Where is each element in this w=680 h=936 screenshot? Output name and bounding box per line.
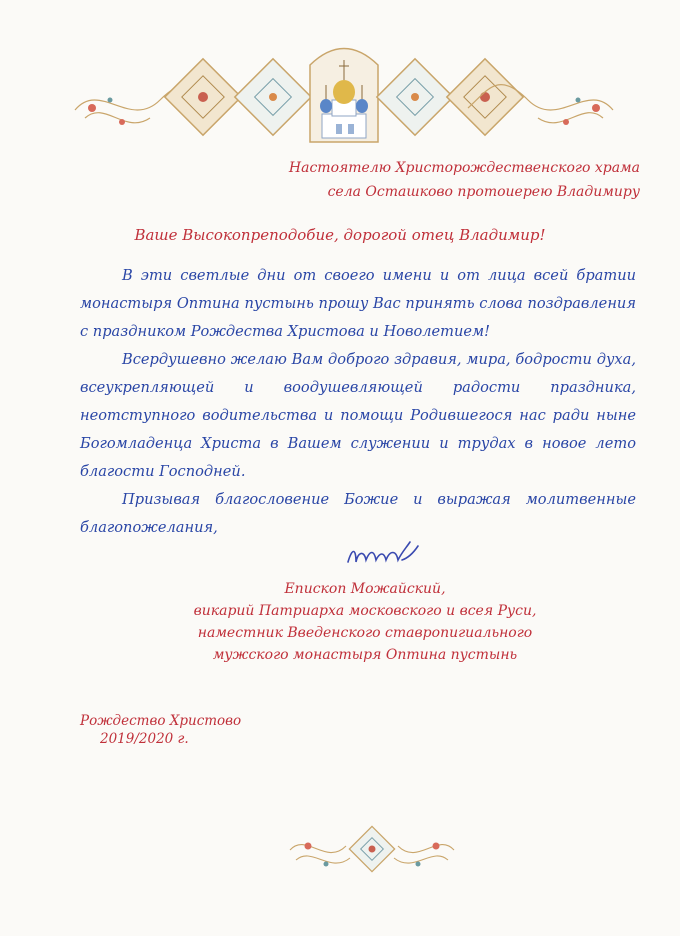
header-ornament-church <box>70 30 618 155</box>
church-illustration <box>310 49 378 143</box>
addressee-block <box>220 156 640 204</box>
date-block <box>80 712 241 748</box>
date-line-1: Рождество Христово <box>80 713 242 729</box>
letter-body <box>80 262 636 542</box>
addressee-line-2: села Осташково протоиерею Владимиру <box>327 184 640 200</box>
body-paragraph-1: В эти светлые дни от своего имени и от лица всей братии монастыря Оптина пустынь прошу Вас принять слова поздравления с праздником Рождества Христова и Новолетием! <box>80 267 636 340</box>
left-diamond-ornament <box>165 59 241 135</box>
addressee-line-1: Настоятелю Христорождественского храма <box>288 160 640 176</box>
signer-title: Епископ Можайский, <box>284 581 446 597</box>
signer-block <box>150 578 580 666</box>
signer-line-4: мужского монастыря Оптина пустынь <box>212 647 518 663</box>
footer-ornament <box>286 816 458 882</box>
left-inner-diamond-ornament <box>235 59 311 135</box>
body-paragraph-2: Всердушевно желаю Вам доброго здравия, мира, бодрости духа, всеукрепляющей и воодушевляющей радости праздника, неотступного водительства и помощи Родившегося нас ради ныне Богомладенца Христа в Вашем служении и трудах в новое лето благости Господней. <box>80 351 636 480</box>
body-paragraph-3: Призывая благословение Божие и выражая молитвенные благопожелания, <box>80 491 636 536</box>
right-inner-diamond-ornament <box>377 59 453 135</box>
handwritten-signature <box>344 538 424 572</box>
signer-line-3: наместник Введенского ставропигиального <box>197 625 533 641</box>
signer-line-2: викарий Патриарха московского и всея Руси, <box>193 603 537 619</box>
date-line-2: 2019/2020 г. <box>100 731 189 747</box>
right-diamond-ornament <box>447 59 523 135</box>
salutation: Ваше Высокопреподобие, дорогой отец Владимир! <box>134 226 546 244</box>
